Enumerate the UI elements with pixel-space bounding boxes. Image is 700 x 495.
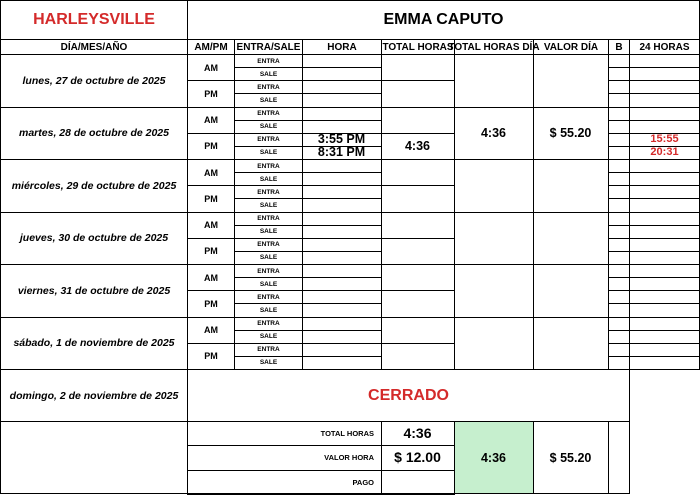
b-cell <box>608 356 630 370</box>
hora-cell <box>302 330 382 344</box>
hora-cell <box>302 277 382 291</box>
sale-label: SALE <box>259 175 278 183</box>
sale-label: SALE <box>259 149 278 157</box>
hora-cell <box>302 93 382 107</box>
sunday-date: domingo, 2 de noviembre de 2025 <box>9 389 179 402</box>
b-cell <box>608 330 630 344</box>
total-horas-label: TOTAL HORAS <box>320 429 374 439</box>
hora-cell <box>302 238 382 252</box>
green-total: 4:36 <box>480 450 507 465</box>
closed-label: CERRADO <box>368 386 449 404</box>
h24-cell <box>629 225 700 239</box>
valor-dia-cell <box>533 54 609 108</box>
h24-cell <box>629 185 700 199</box>
b-cell <box>608 264 630 278</box>
pm-label: PM <box>204 351 218 362</box>
header-inout-label: ENTRA/SALE <box>236 41 301 53</box>
pm-label: PM <box>204 298 218 309</box>
entra-label: ENTRA <box>257 110 280 118</box>
day-total-hours: 4:36 <box>480 125 507 140</box>
am-label: AM <box>204 325 218 336</box>
h24-cell <box>629 54 700 68</box>
total-horas-cell <box>381 107 455 134</box>
am-label: AM <box>204 167 218 178</box>
pm-in-time: 3:55 PM <box>317 132 366 147</box>
b-cell <box>608 277 630 291</box>
total-horas-cell <box>381 290 455 317</box>
total-horas-cell <box>381 185 455 212</box>
h24-cell <box>629 277 700 291</box>
total-dia-cell <box>454 54 534 108</box>
header-h24-label: 24 HORAS <box>639 41 690 53</box>
b-cell <box>608 317 630 331</box>
h24-cell <box>629 303 700 317</box>
entra-label: ENTRA <box>257 241 280 249</box>
day-date: lunes, 27 de octubre de 2025 <box>22 74 166 87</box>
pm-label: PM <box>204 88 218 99</box>
b-cell <box>608 185 630 199</box>
b-cell <box>608 251 630 265</box>
h24-cell <box>629 356 700 370</box>
b-cell <box>608 225 630 239</box>
hora-cell <box>302 343 382 357</box>
entra-label: ENTRA <box>257 293 280 301</box>
hora-cell <box>302 80 382 94</box>
total-horas-value: 4:36 <box>403 425 432 442</box>
hora-cell <box>302 290 382 304</box>
h24-cell <box>629 251 700 265</box>
b-cell <box>608 343 630 357</box>
pm-label: PM <box>204 193 218 204</box>
am-label: AM <box>204 62 218 73</box>
valor-hora-value: $ 12.00 <box>394 449 441 466</box>
hora-cell <box>302 67 382 81</box>
hora-cell <box>302 185 382 199</box>
hora-cell <box>302 303 382 317</box>
b-cell <box>608 198 630 212</box>
b-cell <box>608 133 630 147</box>
h24-cell <box>629 120 700 134</box>
b-cell <box>608 159 630 173</box>
entra-label: ENTRA <box>257 320 280 328</box>
entra-label: ENTRA <box>257 215 280 223</box>
h24-cell <box>629 290 700 304</box>
pm-label: PM <box>204 246 218 257</box>
b-cell <box>608 303 630 317</box>
b-cell <box>608 172 630 186</box>
h24-cell <box>629 212 700 226</box>
b-cell <box>608 238 630 252</box>
h24-cell <box>629 343 700 357</box>
valor-dia-cell <box>533 212 609 266</box>
pm-total-hours: 4:36 <box>404 138 431 153</box>
b-cell <box>608 290 630 304</box>
h24-cell <box>629 67 700 81</box>
b-cell <box>608 146 630 160</box>
am-label: AM <box>204 115 218 126</box>
am-label: AM <box>204 272 218 283</box>
total-dia-cell <box>454 264 534 318</box>
hora-cell <box>302 356 382 370</box>
h24-cell <box>629 198 700 212</box>
total-horas-cell <box>381 159 455 186</box>
b-cell <box>608 107 630 121</box>
h24-in-time: 15:55 <box>650 133 679 146</box>
employee-name: EMMA CAPUTO <box>383 11 504 28</box>
total-dia-cell <box>454 159 534 213</box>
sale-label: SALE <box>259 333 278 341</box>
hora-cell <box>302 264 382 278</box>
h24-cell <box>629 80 700 94</box>
total-horas-cell <box>381 238 455 265</box>
b-cell <box>608 212 630 226</box>
total-horas-cell <box>381 54 455 81</box>
header-valor_dia-label: VALOR DÍA <box>543 41 599 53</box>
b-cell <box>608 93 630 107</box>
day-date: viernes, 31 de octubre de 2025 <box>17 284 171 297</box>
header-total_horas_dia-label: TOTAL HORAS DÍA <box>448 41 540 53</box>
sale-label: SALE <box>259 96 278 104</box>
hora-cell <box>302 198 382 212</box>
sale-label: SALE <box>259 306 278 314</box>
h24-cell <box>629 330 700 344</box>
header-hora-label: HORA <box>327 41 357 53</box>
total-horas-cell <box>381 343 455 370</box>
pm-label: PM <box>204 141 218 152</box>
entra-label: ENTRA <box>257 188 280 196</box>
sale-label: SALE <box>259 70 278 78</box>
pm-out-time: 8:31 PM <box>317 145 366 160</box>
entra-label: ENTRA <box>257 57 280 65</box>
entra-label: ENTRA <box>257 162 280 170</box>
header-total_horas-label: TOTAL HORAS <box>382 41 454 53</box>
hora-cell <box>302 212 382 226</box>
hora-cell <box>302 317 382 331</box>
pago-value-cell <box>381 470 455 495</box>
hora-cell <box>302 172 382 186</box>
entra-label: ENTRA <box>257 346 280 354</box>
h24-out-time: 20:31 <box>650 146 679 159</box>
am-label: AM <box>204 220 218 231</box>
sale-label: SALE <box>259 201 278 209</box>
day-date: martes, 28 de octubre de 2025 <box>19 127 169 140</box>
total-horas-cell <box>381 80 455 107</box>
h24-cell <box>629 172 700 186</box>
b-cell <box>608 120 630 134</box>
entra-label: ENTRA <box>257 83 280 91</box>
sale-label: SALE <box>259 123 278 131</box>
hora-cell <box>302 159 382 173</box>
sale-label: SALE <box>259 254 278 262</box>
pago-total: $ 55.20 <box>549 450 592 465</box>
total-dia-cell <box>454 212 534 266</box>
sale-label: SALE <box>259 280 278 288</box>
h24-cell <box>629 93 700 107</box>
total-horas-cell <box>381 317 455 344</box>
day-date: sábado, 1 de noviembre de 2025 <box>13 337 175 350</box>
hora-cell <box>302 225 382 239</box>
sale-label: SALE <box>259 228 278 236</box>
day-date: miércoles, 29 de octubre de 2025 <box>11 179 177 192</box>
b-cell <box>608 54 630 68</box>
hora-cell <box>302 107 382 121</box>
valor-dia-cell <box>533 317 609 371</box>
total-dia-cell <box>454 317 534 371</box>
total-horas-cell <box>381 212 455 239</box>
header-b-label: B <box>615 41 623 53</box>
h24-cell <box>629 107 700 121</box>
h24-cell <box>629 159 700 173</box>
valor-hora-label: VALOR HORA <box>324 453 374 463</box>
entra-label: ENTRA <box>257 136 280 144</box>
h24-cell <box>629 238 700 252</box>
header-date-label: DÍA/MES/AÑO <box>60 41 128 53</box>
h24-cell <box>629 264 700 278</box>
day-date: jueves, 30 de octubre de 2025 <box>19 232 169 245</box>
hora-cell <box>302 54 382 68</box>
b-cell <box>608 80 630 94</box>
valor-dia-cell <box>533 264 609 318</box>
day-value: $ 55.20 <box>549 125 592 140</box>
entra-label: ENTRA <box>257 267 280 275</box>
pago-label: PAGO <box>352 477 374 487</box>
sale-label: SALE <box>259 359 278 367</box>
hora-cell <box>302 251 382 265</box>
header-ampm-label: AM/PM <box>194 41 228 53</box>
location-title: HARLEYSVILLE <box>33 11 155 28</box>
total-horas-cell <box>381 264 455 291</box>
h24-cell <box>629 317 700 331</box>
b-cell <box>608 67 630 81</box>
valor-dia-cell <box>533 159 609 213</box>
